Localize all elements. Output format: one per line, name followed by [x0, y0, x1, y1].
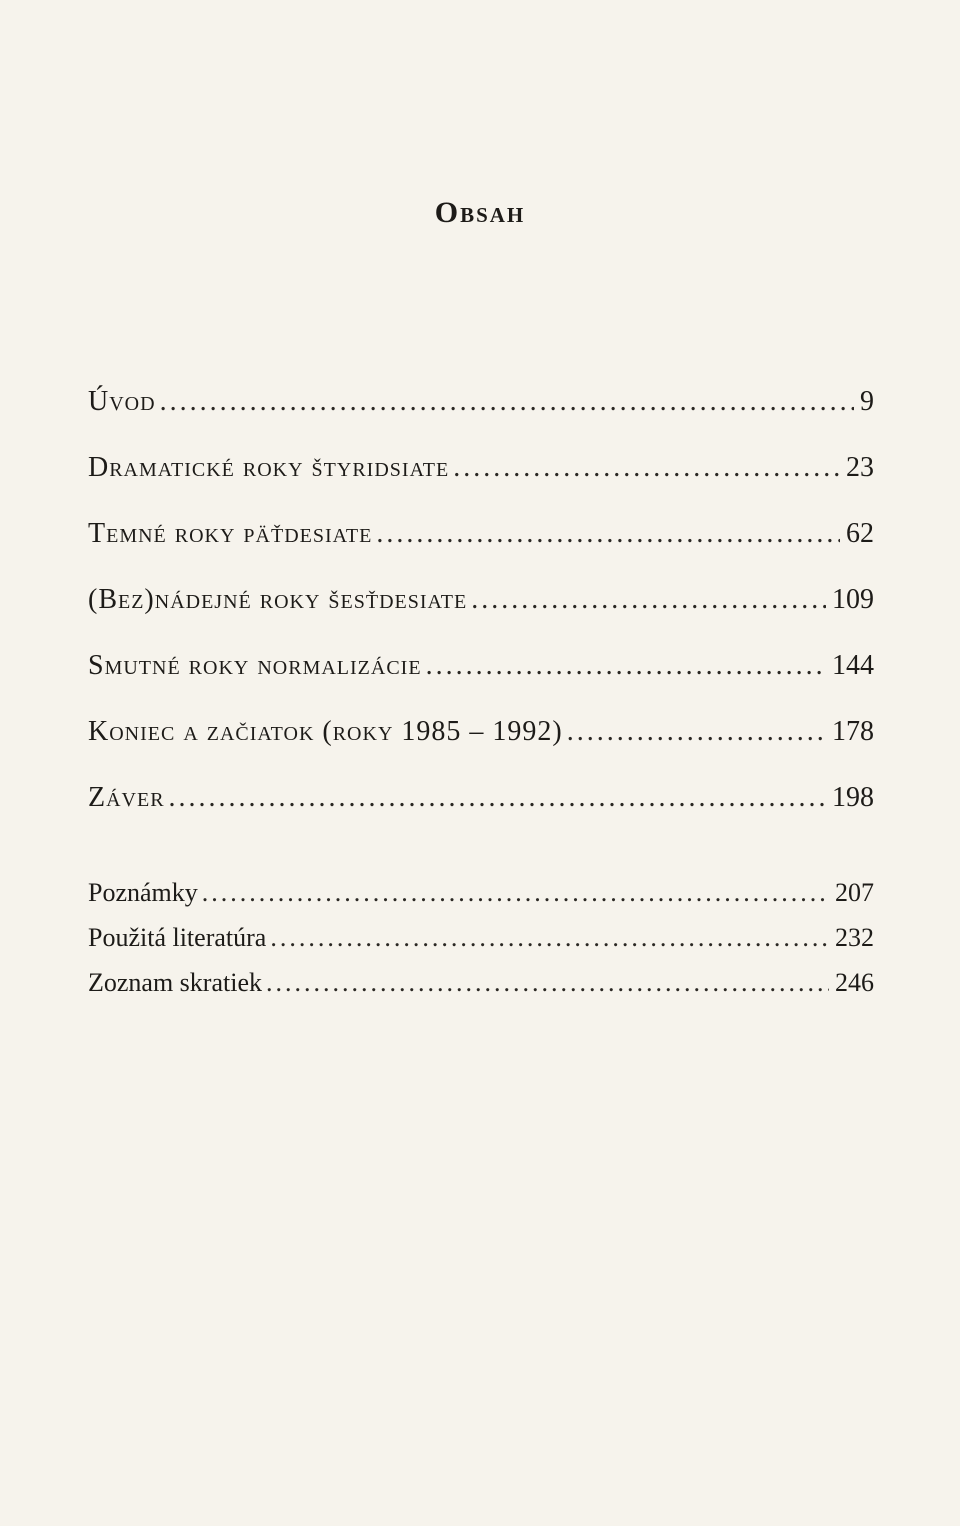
- toc-entry-label: Dramatické roky štyridsiate: [88, 452, 450, 483]
- dot-leader: [426, 650, 826, 682]
- dot-leader: [202, 878, 829, 908]
- toc-entry: [88, 518, 874, 584]
- toc-entry-page: 23: [846, 452, 874, 483]
- toc-entry-page: 62: [846, 518, 874, 549]
- toc-entry-page: 198: [832, 782, 874, 813]
- toc-entry: [88, 782, 874, 848]
- toc-entry: [88, 716, 874, 782]
- toc-entry: [88, 878, 874, 923]
- toc-entry: [88, 968, 874, 1013]
- toc-entry-label: Úvod: [88, 386, 156, 417]
- toc-entry: [88, 386, 874, 452]
- toc-chapters: [88, 386, 874, 848]
- dot-leader: [160, 386, 854, 418]
- toc-entry: [88, 452, 874, 518]
- toc-entry-label: Použitá literatúra: [88, 923, 267, 952]
- toc-entry-page: 9: [860, 386, 874, 417]
- toc-entry-label: Záver: [88, 782, 165, 813]
- dot-leader: [567, 716, 826, 748]
- toc-entry-label: (Bez)nádejné roky šesťdesiate: [88, 584, 468, 615]
- toc-back-matter: [88, 878, 874, 1013]
- dot-leader: [169, 782, 826, 814]
- toc-entry-label: Zoznam skratiek: [88, 968, 262, 997]
- toc-entry: [88, 923, 874, 968]
- toc-entry-label: Smutné roky normalizácie: [88, 650, 422, 681]
- dot-leader: [270, 923, 829, 953]
- toc-entry: [88, 650, 874, 716]
- dot-leader: [471, 584, 826, 616]
- toc-entry-page: 246: [835, 968, 874, 997]
- toc-entry-label: Temné roky päťdesiate: [88, 518, 373, 549]
- toc-entry-label: Poznámky: [88, 878, 198, 907]
- toc-entry-page: 232: [835, 923, 874, 952]
- dot-leader: [266, 968, 829, 998]
- toc-entry-page: 109: [832, 584, 874, 615]
- dot-leader: [376, 518, 840, 550]
- toc-entry-label: Koniec a začiatok (roky 1985 – 1992): [88, 716, 563, 747]
- dot-leader: [453, 452, 840, 484]
- toc-entry-page: 207: [835, 878, 874, 907]
- toc-entry-page: 144: [832, 650, 874, 681]
- page-title: Obsah: [434, 196, 526, 229]
- toc-entry-page: 178: [832, 716, 874, 747]
- toc-entry: [88, 584, 874, 650]
